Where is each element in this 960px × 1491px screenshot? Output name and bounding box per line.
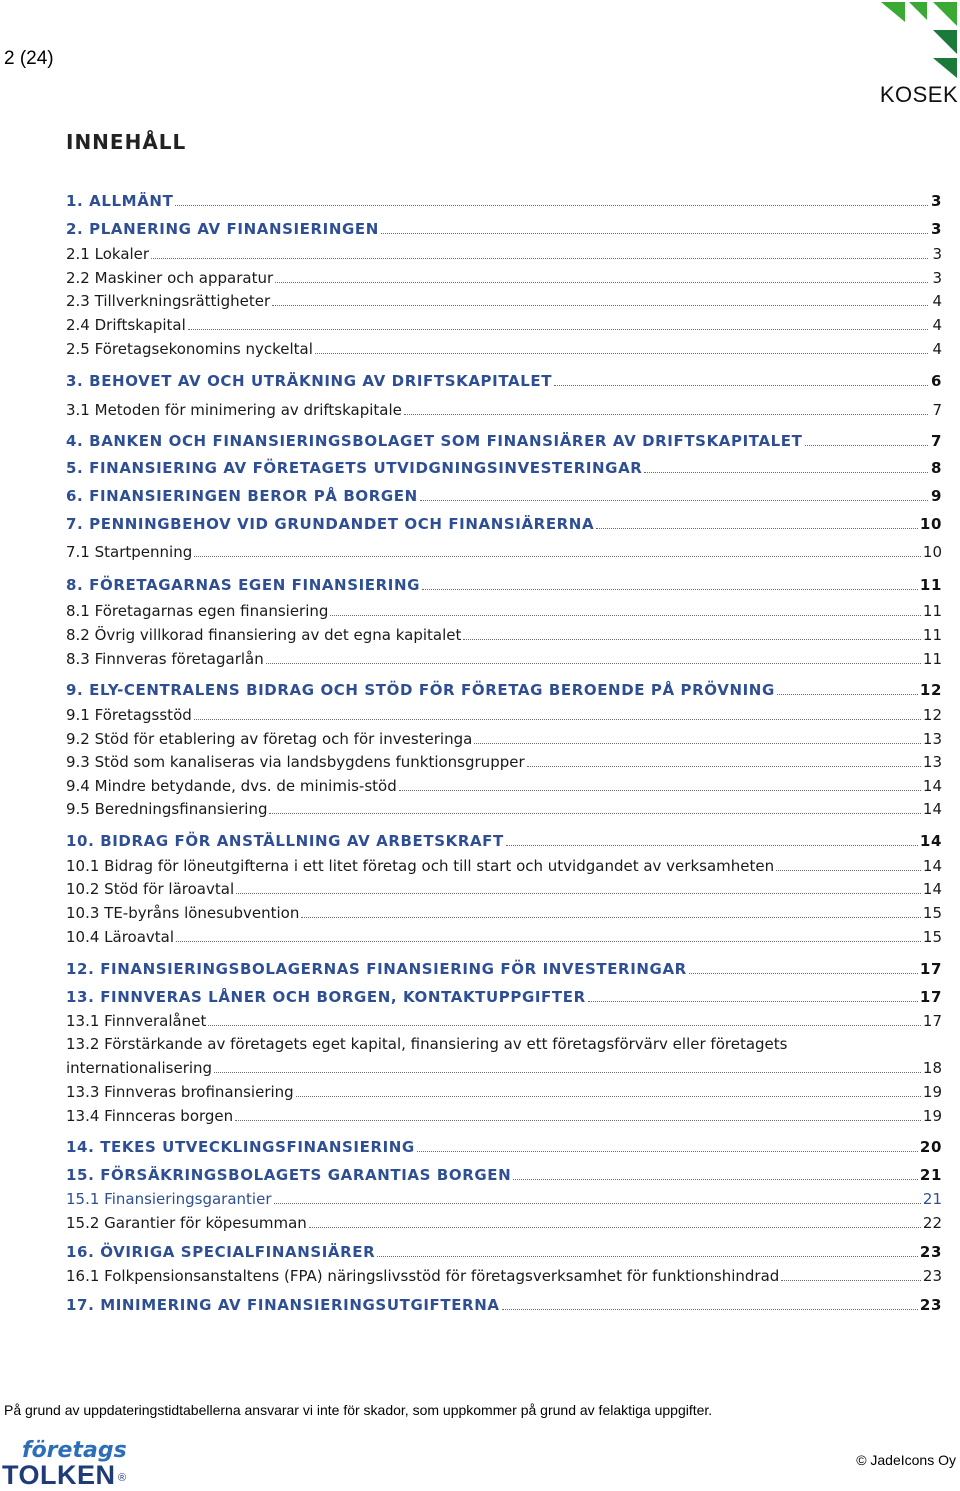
- kosek-logo-text: KOSEK: [879, 82, 959, 107]
- copyright: © JadeIcons Oy: [856, 1452, 956, 1468]
- toc-entry[interactable]: 9.5 Beredningsfinansiering 14: [66, 800, 942, 818]
- toc-entry[interactable]: internationalisering 18: [66, 1059, 942, 1077]
- toc-title: INNEHÅLL: [66, 130, 187, 154]
- toc-entry[interactable]: 8.1 Företagarnas egen finansiering 11: [66, 602, 942, 620]
- toc-entry[interactable]: 16. ÖVIRIGA SPECIALFINANSIÄRER 23: [66, 1243, 942, 1261]
- toc-entry[interactable]: 5. FINANSIERING AV FÖRETAGETS UTVIDGNINGSINVESTERINGAR 8: [66, 459, 942, 477]
- toc-entry[interactable]: 6. FINANSIERINGEN BEROR PÅ BORGEN 9: [66, 487, 942, 505]
- toc-entry[interactable]: 14. TEKES UTVECKLINGSFINANSIERING 20: [66, 1138, 942, 1156]
- toc-entry[interactable]: 9.1 Företagsstöd 12: [66, 706, 942, 724]
- toc-entry[interactable]: 15.1 Finansieringsgarantier 21: [66, 1190, 942, 1208]
- toc-entry[interactable]: 2.2 Maskiner och apparatur 3: [66, 269, 942, 287]
- toc-entry[interactable]: 12. FINANSIERINGSBOLAGERNAS FINANSIERING FÖR INVESTERINGAR 17: [66, 960, 942, 978]
- foretagstolken-logo: [0, 1438, 140, 1488]
- toc-entry[interactable]: 7.1 Startpenning 10: [66, 543, 942, 561]
- toc-entry[interactable]: 10. BIDRAG FÖR ANSTÄLLNING AV ARBETSKRAFT 14: [66, 832, 942, 850]
- toc-entry[interactable]: 8. FÖRETAGARNAS EGEN FINANSIERING 11: [66, 576, 942, 594]
- toc-entry[interactable]: 15.2 Garantier för köpesumman 22: [66, 1214, 942, 1232]
- toc-entry[interactable]: 3. BEHOVET AV OCH UTRÄKNING AV DRIFTSKAPITALET 6: [66, 372, 942, 390]
- toc-entry[interactable]: 8.2 Övrig villkorad finansiering av det egna kapitalet 11: [66, 626, 942, 644]
- toc-entry[interactable]: 9.4 Mindre betydande, dvs. de minimis-stöd 14: [66, 777, 942, 795]
- brand-bottom-text: TOLKEN: [2, 1460, 116, 1490]
- toc-entry[interactable]: 10.4 Läroavtal 15: [66, 928, 942, 946]
- toc-entry[interactable]: 9.2 Stöd för etablering av företag och för investeringa 13: [66, 730, 942, 748]
- toc-entry[interactable]: 1. ALLMÄNT 3: [66, 192, 942, 210]
- toc-entry[interactable]: 2.3 Tillverkningsrättigheter 4: [66, 292, 942, 310]
- toc-entry[interactable]: 10.3 TE-byråns lönesubvention 15: [66, 904, 942, 922]
- toc-entry[interactable]: 4. BANKEN OCH FINANSIERINGSBOLAGET SOM FINANSIÄRER AV DRIFTSKAPITALET 7: [66, 432, 942, 450]
- toc-entry[interactable]: 2.4 Driftskapital 4: [66, 316, 942, 334]
- registered-mark: ®: [118, 1472, 127, 1484]
- toc-entry[interactable]: 9. ELY-CENTRALENS BIDRAG OCH STÖD FÖR FÖRETAG BEROENDE PÅ PRÖVNING 12: [66, 681, 942, 699]
- disclaimer: På grund av uppdateringstidtabellerna ansvarar vi inte för skador, som uppkommer på grund av felaktiga uppgifter.: [4, 1402, 713, 1418]
- page-number: 2 (24): [4, 48, 54, 69]
- toc-entry[interactable]: 13.4 Finnceras borgen 19: [66, 1107, 942, 1125]
- toc-entry[interactable]: 7. PENNINGBEHOV VID GRUNDANDET OCH FINANSIÄRERNA 10: [66, 515, 942, 533]
- toc-entry[interactable]: 10.1 Bidrag för löneutgifterna i ett litet företag och till start och utvidgandet av verksamheten 14: [66, 857, 942, 875]
- toc-entry-continued-line[interactable]: 13.2 Förstärkande av företagets eget kapital, finansiering av ett företagsförvärv eller företagets: [66, 1035, 788, 1053]
- toc-entry[interactable]: 17. MINIMERING AV FINANSIERINGSUTGIFTERNA 23: [66, 1296, 942, 1314]
- toc-entry[interactable]: 9.3 Stöd som kanaliseras via landsbygdens funktionsgrupper 13: [66, 753, 942, 771]
- toc-entry[interactable]: 2. PLANERING AV FINANSIERINGEN 3: [66, 220, 942, 238]
- toc-entry[interactable]: 3.1 Metoden för minimering av driftskapitale 7: [66, 401, 942, 419]
- toc-entry[interactable]: 10.2 Stöd för läroavtal 14: [66, 880, 942, 898]
- brand-top-text: företags: [22, 1438, 127, 1463]
- toc-entry[interactable]: 13.1 Finnveralånet 17: [66, 1012, 942, 1030]
- toc-entry[interactable]: 13. FINNVERAS LÅNER OCH BORGEN, KONTAKTUPPGIFTER 17: [66, 988, 942, 1006]
- toc-entry[interactable]: 15. FÖRSÄKRINGSBOLAGETS GARANTIAS BORGEN 21: [66, 1166, 942, 1184]
- toc-entry[interactable]: 8.3 Finnveras företagarlån 11: [66, 650, 942, 668]
- table-of-contents: [66, 0, 942, 1400]
- toc-entry[interactable]: 13.3 Finnveras brofinansiering 19: [66, 1083, 942, 1101]
- toc-entry[interactable]: 2.1 Lokaler 3: [66, 245, 942, 263]
- toc-entry[interactable]: 2.5 Företagsekonomins nyckeltal 4: [66, 340, 942, 358]
- toc-entry[interactable]: 16.1 Folkpensionsanstaltens (FPA) näringslivsstöd för företagsverksamhet för funktionshindrad 23: [66, 1267, 942, 1285]
